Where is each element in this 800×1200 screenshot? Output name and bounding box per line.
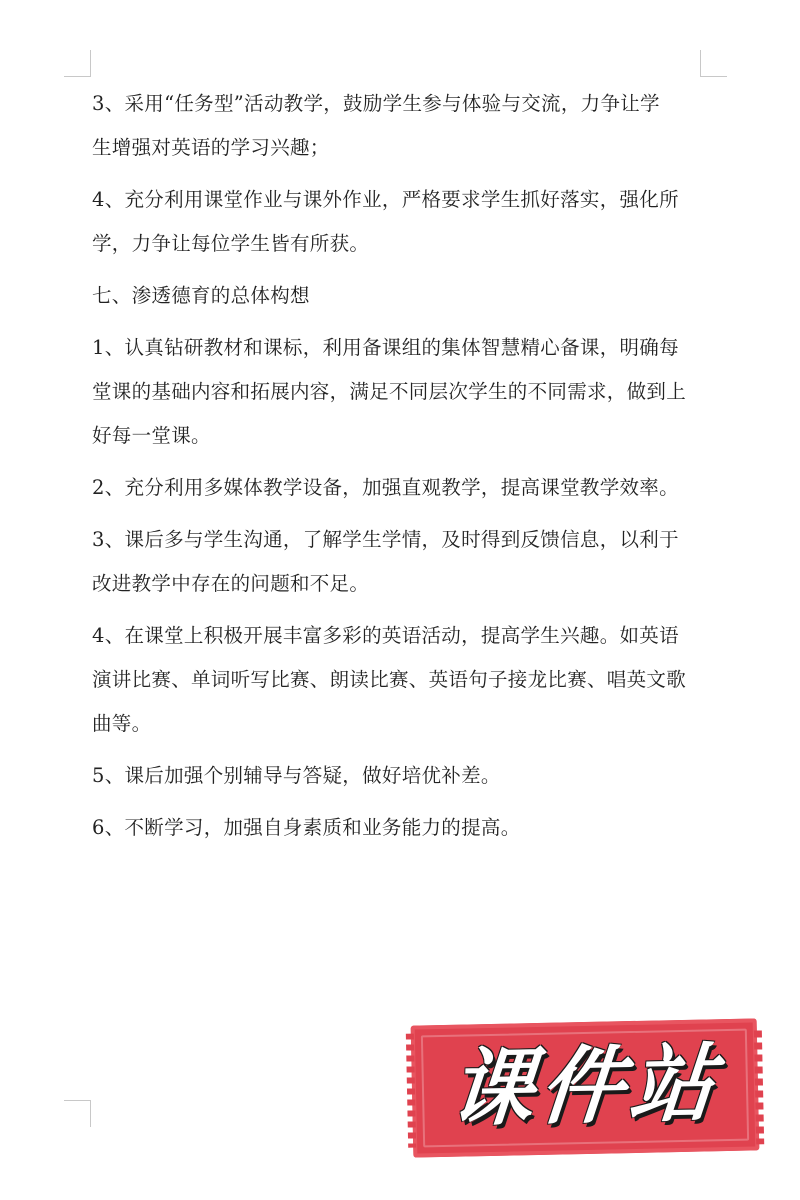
text-line: 5、课后加强个别辅导与答疑，做好培优补差。 bbox=[92, 764, 501, 787]
watermark-logo-text: 课件站 bbox=[445, 1034, 725, 1138]
paragraph bbox=[92, 466, 712, 510]
text-line: 1、认真钻研教材和课标，利用备课组的集体智慧精心备课，明确每 bbox=[92, 336, 679, 359]
text-line: 七、渗透德育的总体构想 bbox=[92, 284, 310, 307]
text-line: 曲等。 bbox=[92, 712, 152, 735]
paragraph bbox=[92, 82, 712, 170]
text-line: 3、课后多与学生沟通，了解学生学情，及时得到反馈信息，以利于 bbox=[92, 528, 679, 551]
text-line: 学，力争让每位学生皆有所获。 bbox=[92, 232, 370, 255]
bottom-left-margin-mark bbox=[64, 1100, 91, 1127]
top-left-margin-mark bbox=[64, 50, 91, 77]
text-line: 改进教学中存在的问题和不足。 bbox=[92, 572, 370, 595]
text-line: 6、不断学习，加强自身素质和业务能力的提高。 bbox=[92, 816, 521, 839]
text-line: 生增强对英语的学习兴趣； bbox=[92, 136, 330, 159]
text-line: 堂课的基础内容和拓展内容，满足不同层次学生的不同需求，做到上 bbox=[92, 380, 687, 403]
document-body bbox=[92, 82, 712, 858]
watermark-stamp bbox=[411, 1018, 760, 1157]
text-line: 4、充分利用课堂作业与课外作业，严格要求学生抓好落实，强化所 bbox=[92, 188, 679, 211]
text-line: 4、在课堂上积极开展丰富多彩的英语活动，提高学生兴趣。如英语 bbox=[92, 624, 679, 647]
paragraph bbox=[92, 518, 712, 606]
paragraph bbox=[92, 614, 712, 746]
paragraph bbox=[92, 806, 712, 850]
paragraph bbox=[92, 178, 712, 266]
paragraph bbox=[92, 754, 712, 798]
paragraph bbox=[92, 326, 712, 458]
text-line: 3、采用“任务型”活动教学，鼓励学生参与体验与交流，力争让学 bbox=[92, 92, 660, 115]
top-right-margin-mark bbox=[700, 50, 727, 77]
section-heading bbox=[92, 274, 712, 318]
text-line: 2、充分利用多媒体教学设备，加强直观教学，提高课堂教学效率。 bbox=[92, 476, 679, 499]
text-line: 好每一堂课。 bbox=[92, 424, 211, 447]
text-line: 演讲比赛、单词听写比赛、朗读比赛、英语句子接龙比赛、唱英文歌 bbox=[92, 668, 687, 691]
